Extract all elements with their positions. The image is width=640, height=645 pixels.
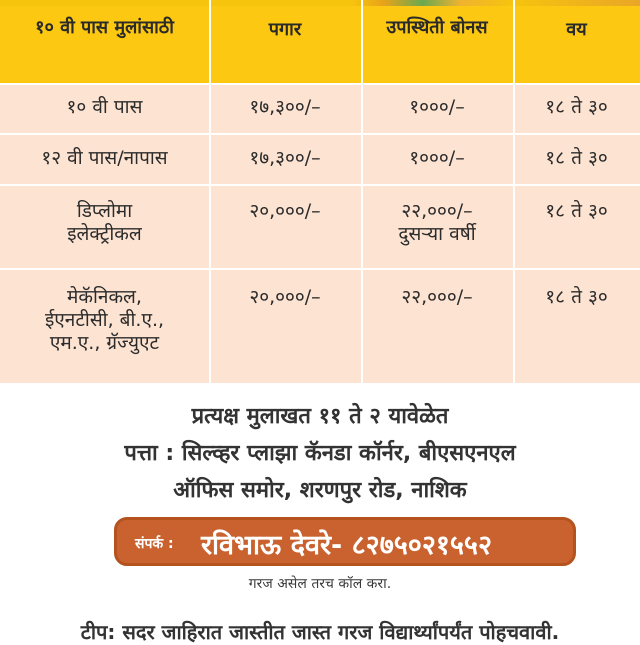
address-line-2: ऑफिस समोर, शरणपुर रोड, नाशिक bbox=[173, 478, 467, 503]
row4-qualification bbox=[0, 286, 209, 356]
age-value: १८ ते ३० bbox=[545, 147, 608, 169]
row1-qualification bbox=[0, 96, 209, 119]
header-salary bbox=[209, 19, 361, 41]
call-note: गरज असेल तरच कॉल करा. bbox=[248, 576, 392, 592]
bonus-value: १०००/– bbox=[409, 96, 465, 118]
tip-note: टीप: सदर जाहिरात जास्तीत जास्त गरज विद्यार्थ्यांपर्यंत पोहचवावी. bbox=[80, 620, 560, 644]
header-salary-text: पगार bbox=[268, 19, 302, 40]
bonus-note: दुसऱ्या वर्षी bbox=[398, 223, 476, 246]
row3-age bbox=[513, 200, 640, 223]
row2-age bbox=[513, 147, 640, 170]
row-divider bbox=[0, 83, 640, 85]
qualification-line: इलेक्ट्रीकल bbox=[67, 223, 142, 246]
header-qualification bbox=[0, 17, 209, 39]
contact-phone: रविभाऊ देवरे- ८२७५०२१५५२ bbox=[201, 530, 493, 561]
row-divider bbox=[0, 184, 640, 186]
qualification-line: डिप्लोमा bbox=[76, 200, 133, 222]
salary-value: २०,०००/– bbox=[249, 286, 321, 308]
row4-age bbox=[513, 286, 640, 309]
row1-bonus bbox=[361, 96, 513, 119]
header-attendance-bonus bbox=[361, 17, 513, 39]
row4-salary bbox=[209, 286, 361, 309]
row3-qualification bbox=[0, 200, 209, 246]
interview-time: प्रत्यक्ष मुलाखत ११ ते २ यावेळेत bbox=[191, 404, 449, 429]
salary-value: १७,३००/– bbox=[249, 147, 321, 169]
row1-age bbox=[513, 96, 640, 119]
row3-salary bbox=[209, 200, 361, 223]
row2-qualification bbox=[0, 147, 209, 170]
header-age-text: वय bbox=[566, 19, 587, 40]
bonus-value: १०००/– bbox=[409, 147, 465, 169]
header-bonus-text: उपस्थिती बोनस bbox=[386, 17, 488, 38]
contact-label: संपर्क : bbox=[135, 536, 174, 552]
column-divider bbox=[513, 0, 515, 383]
contact-banner bbox=[114, 517, 576, 566]
floral-border-decoration bbox=[0, 0, 640, 6]
row-divider bbox=[0, 268, 640, 270]
row2-salary bbox=[209, 147, 361, 170]
age-value: १८ ते ३० bbox=[545, 200, 608, 222]
qualification-line: १० वी पास bbox=[66, 96, 143, 118]
salary-value: १७,३००/– bbox=[249, 96, 321, 118]
header-age bbox=[513, 19, 640, 41]
age-value: १८ ते ३० bbox=[545, 286, 608, 308]
column-divider bbox=[361, 0, 363, 383]
row4-bonus bbox=[361, 286, 513, 309]
row1-salary bbox=[209, 96, 361, 119]
qualification-line: १२ वी पास/नापास bbox=[41, 147, 168, 169]
bonus-value: २२,०००/– bbox=[401, 200, 473, 222]
row3-bonus bbox=[361, 200, 513, 246]
salary-value: २०,०००/– bbox=[249, 200, 321, 222]
column-divider bbox=[209, 0, 211, 383]
bonus-value: २२,०००/– bbox=[401, 286, 473, 308]
row-divider bbox=[0, 133, 640, 135]
address-line-1: पत्ता : सिल्व्हर प्लाझा कॅनडा कॉर्नर, बीएसएनएल bbox=[124, 441, 516, 466]
header-qualification-text: १० वी पास मुलांसाठी bbox=[35, 17, 174, 38]
qualification-line: ईएनटीसी, बी.ए., bbox=[44, 309, 165, 332]
row2-bonus bbox=[361, 147, 513, 170]
table-header-row bbox=[0, 0, 640, 83]
qualification-line: मेकॅनिकल, bbox=[67, 286, 142, 308]
qualification-line: एम.ए., ग्रॅज्युएट bbox=[49, 332, 160, 355]
age-value: १८ ते ३० bbox=[545, 96, 608, 118]
